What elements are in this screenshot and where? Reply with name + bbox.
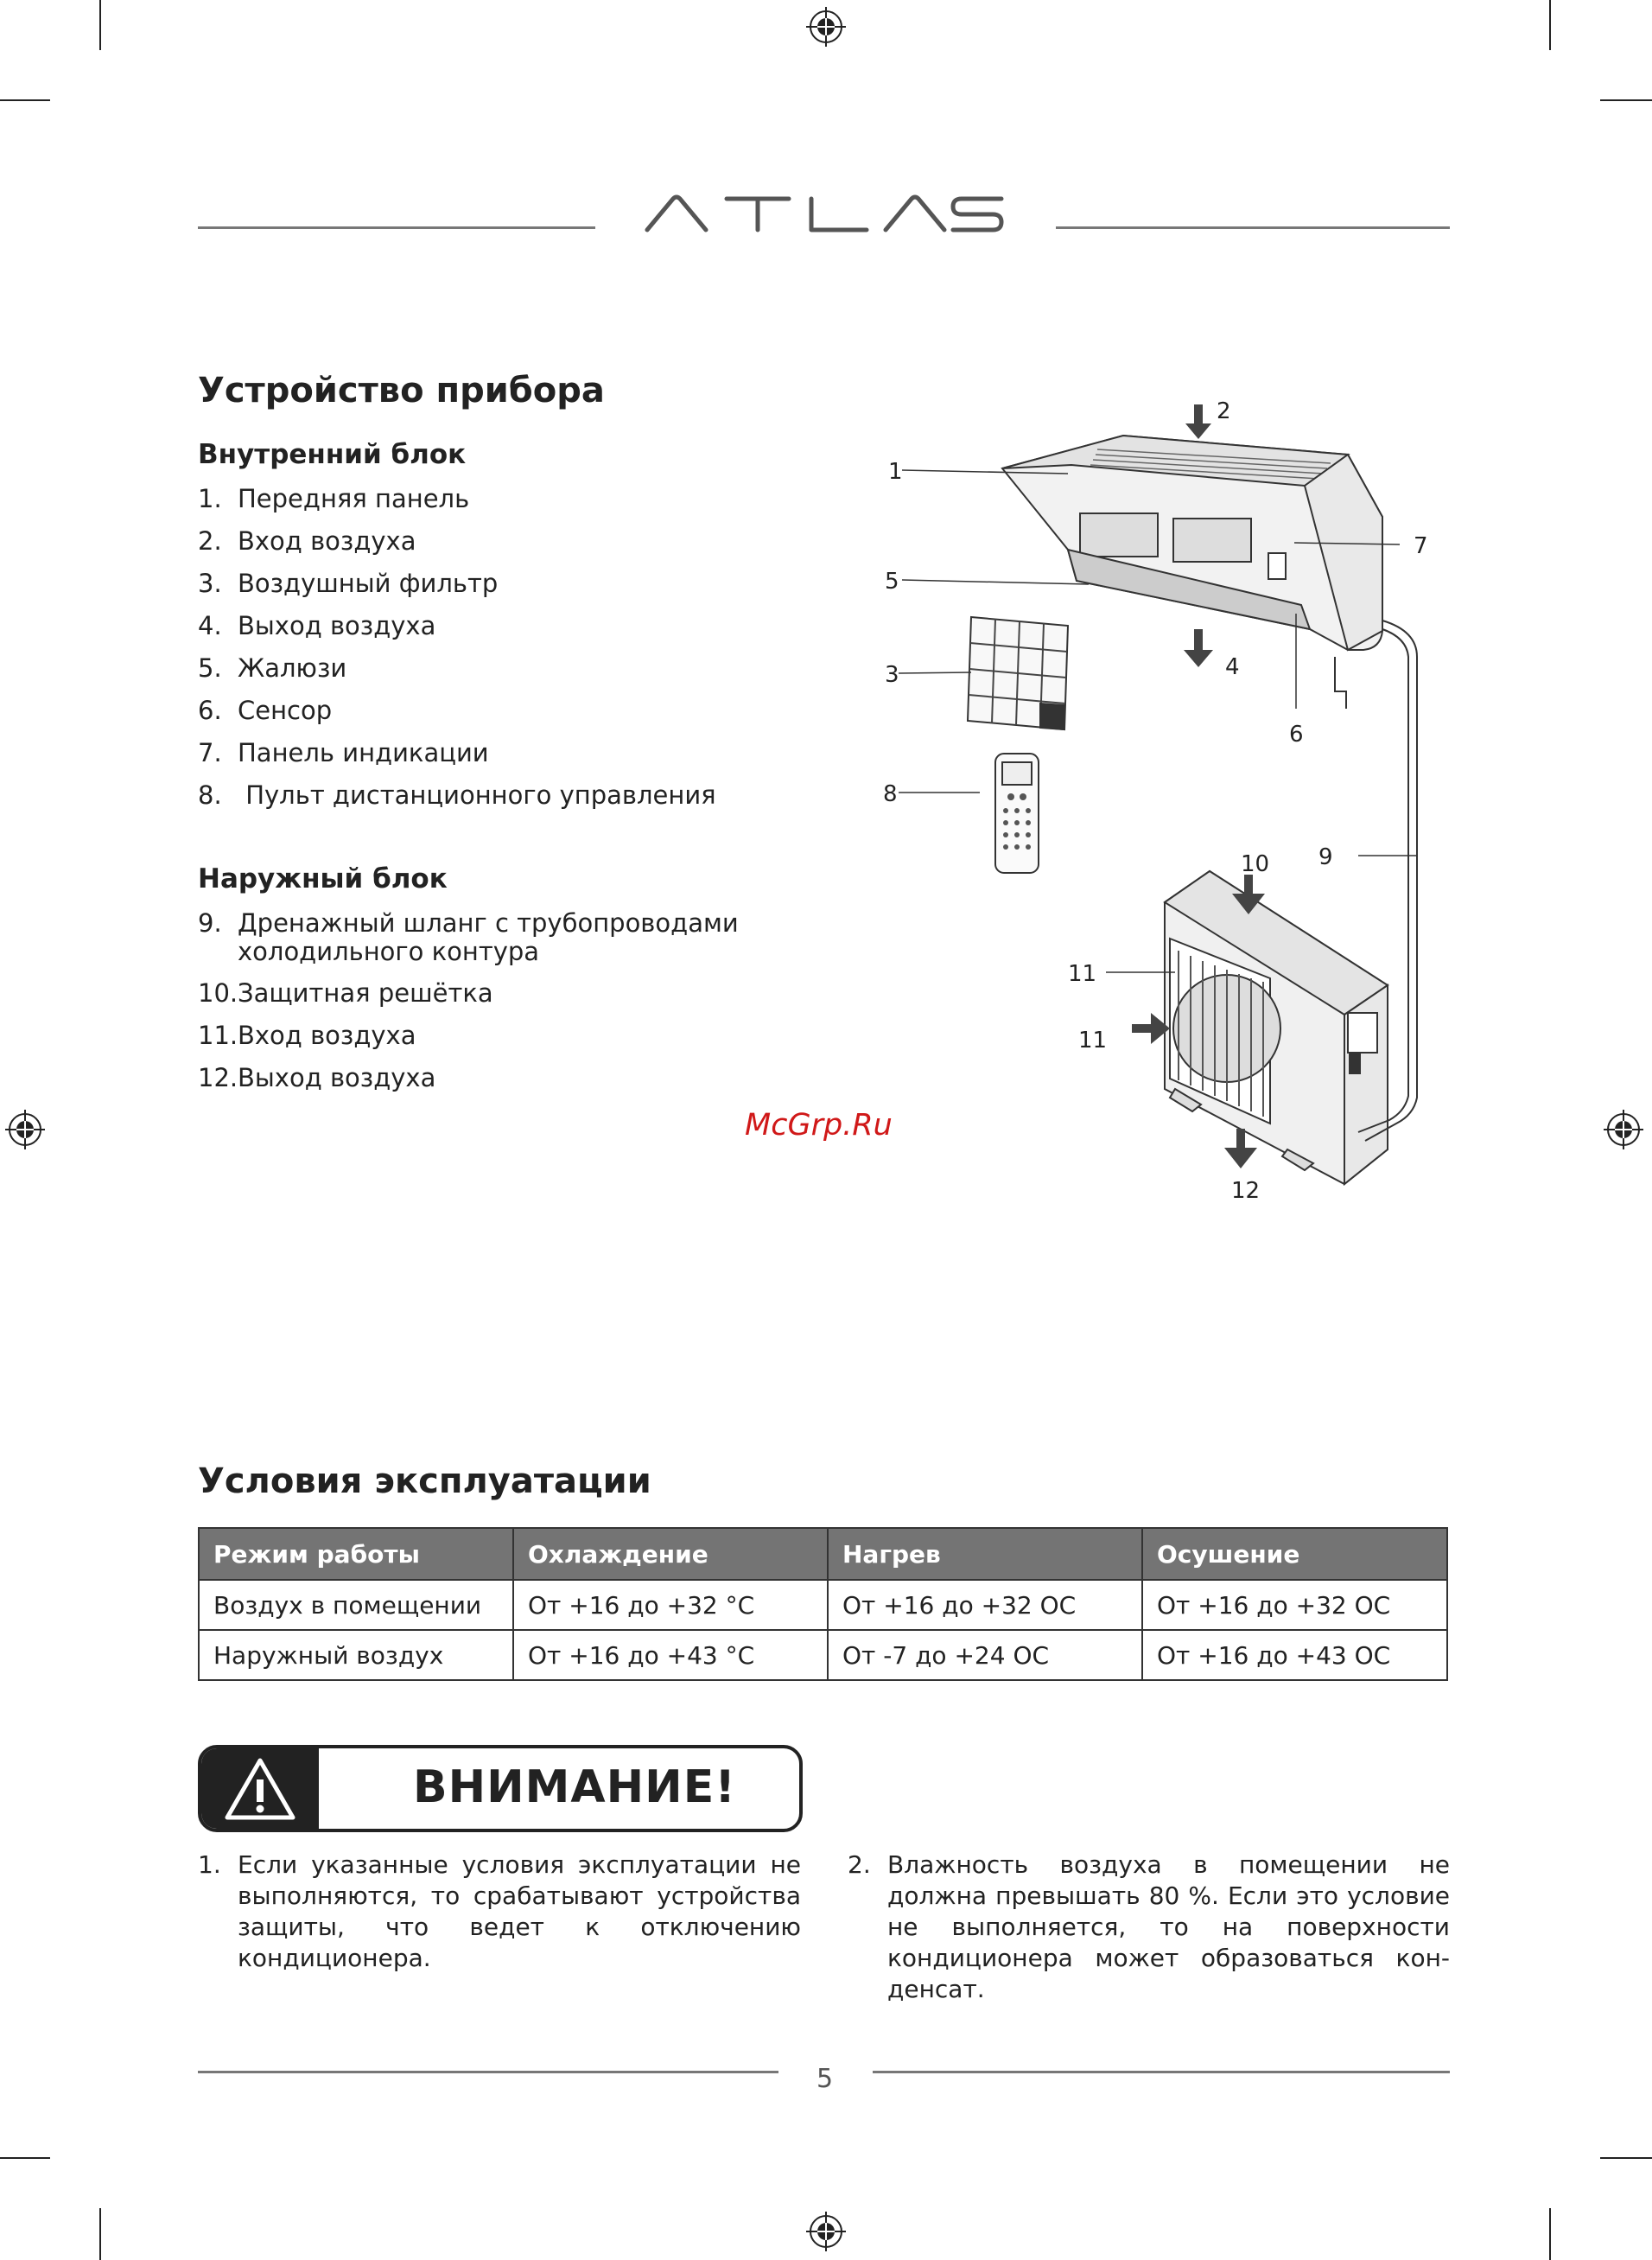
table-cell: От +16 до +32 ОС	[828, 1580, 1142, 1630]
callout-label: 6	[1289, 722, 1304, 748]
list-item	[198, 1064, 435, 1092]
item-label: Передняя панель	[238, 484, 470, 513]
note-number: 2.	[848, 1850, 871, 1879]
callout-label: 8	[883, 781, 898, 807]
item-label: Сенсор	[238, 696, 333, 725]
watermark: McGrp.Ru	[745, 1108, 893, 1143]
callout-label: 3	[885, 662, 899, 688]
warning-banner	[198, 1745, 803, 1832]
footer-rule-left	[198, 2071, 778, 2073]
note-number: 1.	[198, 1850, 221, 1879]
warning-icon	[201, 1748, 319, 1829]
crop-mark	[1549, 0, 1551, 50]
remote-control	[995, 754, 1039, 873]
list-item	[198, 570, 498, 598]
indoor-unit-title: Внутренний блок	[198, 439, 467, 470]
crop-mark	[0, 2157, 50, 2159]
device-section-title: Устройство прибора	[198, 371, 605, 411]
page-number: 5	[816, 2064, 834, 2094]
list-item	[198, 485, 469, 513]
item-label: Выход воздуха	[238, 1063, 436, 1092]
header-rule-left	[198, 226, 595, 229]
table-header-cell: Охлаждение	[513, 1528, 828, 1580]
item-number: 1.	[198, 484, 222, 513]
item-number: 2.	[198, 526, 222, 556]
crop-mark	[0, 99, 50, 101]
conditions-table	[198, 1527, 1448, 1681]
callout-label: 12	[1231, 1178, 1261, 1204]
registration-mark-icon	[806, 7, 846, 47]
callout-label: 2	[1217, 398, 1231, 424]
list-item	[198, 654, 346, 683]
item-number: 12.	[198, 1063, 238, 1092]
table-cell: Воздух в помещении	[199, 1580, 513, 1630]
list-item	[198, 527, 416, 556]
crop-mark	[1600, 2157, 1652, 2159]
table-header-cell: Осушение	[1142, 1528, 1447, 1580]
callout-label: 10	[1241, 851, 1270, 877]
table-cell: От +16 до +43 °С	[513, 1630, 828, 1680]
callout-label: 11	[1078, 1028, 1108, 1054]
list-item	[198, 909, 739, 966]
crop-mark	[1600, 99, 1652, 101]
warning-title: ВНИМАНИЕ!	[413, 1761, 736, 1813]
table-header-row	[199, 1528, 1447, 1580]
item-number: 6.	[198, 696, 222, 725]
item-label: Вход воздуха	[238, 1021, 416, 1050]
callout-label: 11	[1068, 961, 1097, 987]
warning-note	[848, 1849, 1450, 2005]
outdoor-unit-title: Наружный блок	[198, 863, 448, 894]
table-cell: Наружный воздух	[199, 1630, 513, 1680]
crop-mark	[99, 0, 101, 50]
note-text: Влажность воздуха в помещении не должна превышать 80 %. Если это условие не выполняется, то на поверхности кондиционера может образоваться конденсат.	[887, 1850, 1450, 2003]
callout-label: 7	[1414, 533, 1428, 559]
air-filter	[968, 617, 1068, 729]
callout-label: 1	[888, 459, 903, 485]
crop-mark	[1549, 2208, 1551, 2260]
list-item	[198, 979, 493, 1008]
table-row	[199, 1580, 1447, 1630]
item-label-line: холодильного контура	[238, 937, 540, 966]
table-cell: От -7 до +24 ОС	[828, 1630, 1142, 1680]
list-item	[198, 697, 332, 725]
item-label: Панель индикации	[238, 738, 489, 767]
registration-mark-icon	[1604, 1110, 1643, 1149]
item-label-line: Дренажный шланг с трубопроводами	[238, 908, 739, 938]
outdoor-unit	[1165, 871, 1388, 1184]
item-number: 7.	[198, 738, 222, 767]
item-label: Защитная решётка	[238, 978, 493, 1008]
table-header-cell: Нагрев	[828, 1528, 1142, 1580]
header-rule-right	[1056, 226, 1450, 229]
table-row	[199, 1630, 1447, 1680]
air-conditioner-diagram	[864, 398, 1469, 1227]
item-number: 3.	[198, 569, 222, 598]
list-item	[198, 781, 716, 810]
list-item	[198, 1022, 416, 1050]
item-number: 4.	[198, 611, 222, 640]
warning-note	[198, 1849, 803, 1979]
callout-label: 4	[1225, 654, 1240, 680]
registration-mark-icon	[806, 2212, 846, 2251]
table-header-cell: Режим работы	[199, 1528, 513, 1580]
crop-mark	[99, 2208, 101, 2260]
item-number: 10.	[198, 978, 238, 1008]
table-cell: От +16 до +43 ОС	[1142, 1630, 1447, 1680]
item-number: 8.	[198, 780, 222, 810]
item-label: Пульт дистанционного управления	[238, 780, 716, 810]
item-label: Жалюзи	[238, 653, 347, 683]
footer-rule-right	[873, 2071, 1450, 2073]
callout-label: 9	[1318, 844, 1333, 870]
conditions-section-title: Условия эксплуатации	[198, 1461, 651, 1501]
note-text: Если указанные условия эксплуатации не выполняются, то срабатывают устройства защиты, что ведет к отключению кондиционера.	[238, 1850, 801, 1972]
item-label: Воздушный фильтр	[238, 569, 499, 598]
item-label: Вход воздуха	[238, 526, 416, 556]
list-item	[198, 612, 435, 640]
table-cell: От +16 до +32 ОС	[1142, 1580, 1447, 1630]
table-cell: От +16 до +32 °С	[513, 1580, 828, 1630]
item-number: 9.	[198, 908, 222, 938]
warning-icon-panel	[201, 1748, 319, 1829]
callout-label: 5	[885, 569, 899, 595]
list-item	[198, 739, 489, 767]
atlas-logo	[644, 192, 1007, 235]
item-number: 11.	[198, 1021, 238, 1050]
registration-mark-icon	[5, 1110, 45, 1149]
item-label: Выход воздуха	[238, 611, 436, 640]
item-label	[238, 909, 739, 966]
item-number: 5.	[198, 653, 222, 683]
